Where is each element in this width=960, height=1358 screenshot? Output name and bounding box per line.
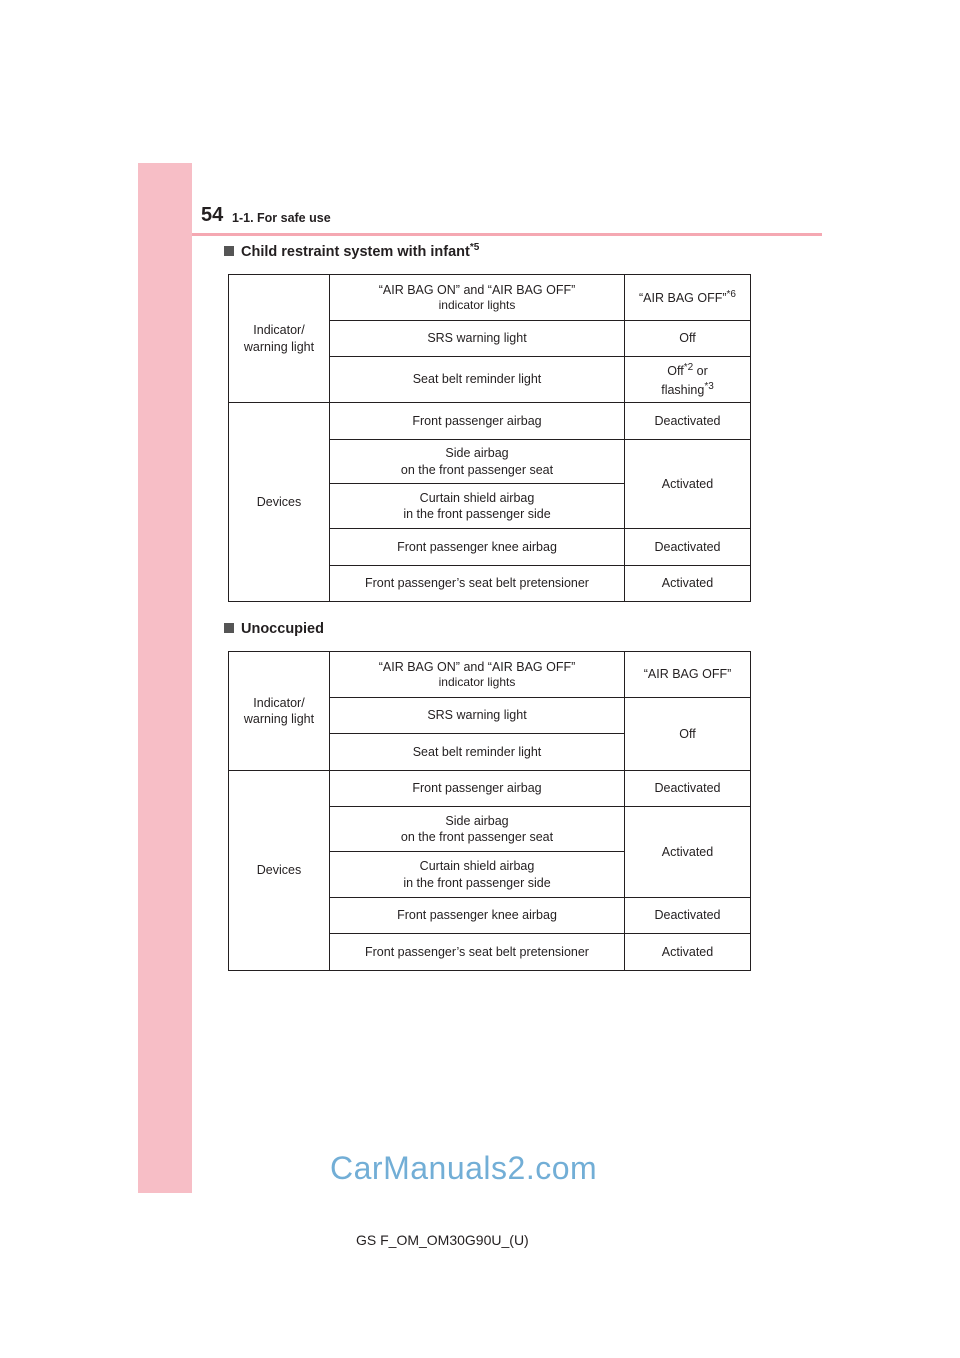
seatbelt-cell: Seat belt reminder light xyxy=(330,357,625,403)
front-airbag-value-cell: Deactivated xyxy=(625,771,751,807)
indicator-label-cell: Indicator/ warning light xyxy=(229,275,330,403)
table-row xyxy=(229,403,751,440)
side-curtain-value-cell: Activated xyxy=(625,807,751,898)
unoccupied-table xyxy=(228,651,751,971)
knee-airbag-value-cell: Deactivated xyxy=(625,529,751,566)
side-airbag-cell: Side airbag on the front passenger seat xyxy=(330,807,625,852)
pretensioner-value-cell: Activated xyxy=(625,934,751,971)
knee-airbag-cell: Front passenger knee airbag xyxy=(330,898,625,934)
sidebar-tab xyxy=(138,163,192,1193)
curtain-airbag-cell: Curtain shield airbag in the front passenger side xyxy=(330,484,625,529)
pretensioner-cell: Front passenger’s seat belt pretensioner xyxy=(330,934,625,971)
srs-value-cell: Off xyxy=(625,321,751,357)
square-bullet-icon xyxy=(224,246,234,256)
srs-seatbelt-value-cell: Off xyxy=(625,698,751,771)
pretensioner-value-cell: Activated xyxy=(625,566,751,602)
indicator-value-cell: “AIR BAG OFF”$^{*6}$ xyxy=(625,275,751,321)
indicator-value-cell: “AIR BAG OFF” xyxy=(625,652,751,698)
indicator-label-cell: Indicator/ warning light xyxy=(229,652,330,771)
infant-table xyxy=(228,274,751,602)
table-row xyxy=(229,771,751,807)
side-airbag-cell: Side airbag on the front passenger seat xyxy=(330,440,625,484)
table-row xyxy=(229,652,751,698)
devices-label-cell: Devices xyxy=(229,403,330,602)
header-divider xyxy=(192,233,822,236)
seatbelt-cell: Seat belt reminder light xyxy=(330,734,625,771)
table-row xyxy=(229,275,751,321)
footer-doc-code: GS F_OM_OM30G90U_(U) xyxy=(356,1232,529,1248)
pretensioner-cell: Front passenger’s seat belt pretensioner xyxy=(330,566,625,602)
front-airbag-value-cell: Deactivated xyxy=(625,403,751,440)
srs-cell: SRS warning light xyxy=(330,321,625,357)
srs-cell: SRS warning light xyxy=(330,698,625,734)
front-airbag-cell: Front passenger airbag xyxy=(330,771,625,807)
knee-airbag-value-cell: Deactivated xyxy=(625,898,751,934)
front-airbag-cell: Front passenger airbag xyxy=(330,403,625,440)
side-curtain-value-cell: Activated xyxy=(625,440,751,529)
watermark-link[interactable]: CarManuals2.com xyxy=(330,1150,598,1186)
footnote-ref: *5 xyxy=(469,242,480,253)
devices-label-cell: Devices xyxy=(229,771,330,971)
knee-airbag-cell: Front passenger knee airbag xyxy=(330,529,625,566)
heading-unoccupied: Unoccupied xyxy=(224,621,324,637)
section-title: 1-1. For safe use xyxy=(232,211,331,225)
heading-infant: Child restraint system with infant$^{*5}$ xyxy=(224,242,479,260)
page-number: 54 xyxy=(201,204,224,226)
curtain-airbag-cell: Curtain shield airbag in the front passenger side xyxy=(330,852,625,898)
indicator-lights-cell: “AIR BAG ON” and “AIR BAG OFF” indicator lights xyxy=(330,652,625,698)
square-bullet-icon xyxy=(224,623,234,633)
indicator-lights-cell: “AIR BAG ON” and “AIR BAG OFF” indicator lights xyxy=(330,275,625,321)
seatbelt-value-cell: Off$^{*2}$ or flashing$^{*3}$ xyxy=(625,357,751,403)
